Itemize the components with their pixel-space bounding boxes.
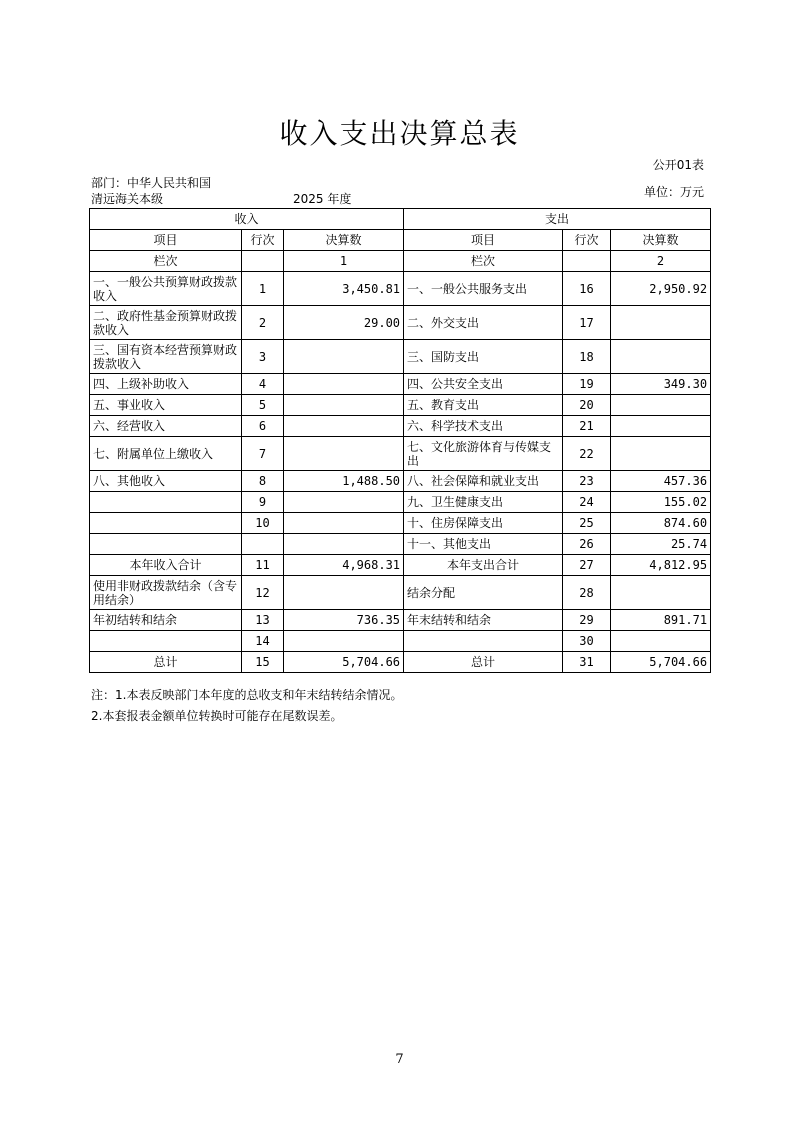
expense-item: 三、国防支出	[404, 340, 563, 374]
income-item: 一、一般公共预算财政拨款收入	[90, 272, 242, 306]
income-expense-table	[89, 208, 711, 673]
expense-group-header: 支出	[404, 209, 711, 230]
table-row	[90, 652, 711, 673]
note-line: 注：1.本表反映部门本年度的总收支和年末结转结余情况。	[91, 688, 403, 702]
income-col-index-label: 栏次	[90, 251, 242, 272]
empty-cell	[242, 251, 284, 272]
page-number: 7	[395, 1052, 404, 1067]
income-row-no: 12	[242, 576, 284, 610]
table-notes	[91, 685, 402, 727]
expense-amount: 874.60	[611, 513, 711, 534]
expense-item: 七、文化旅游体育与传媒支出	[404, 437, 563, 471]
expense-rowno-header: 行次	[563, 230, 611, 251]
income-item: 五、事业收入	[90, 395, 242, 416]
expense-item-header: 项目	[404, 230, 563, 251]
income-row-no: 10	[242, 513, 284, 534]
table-row	[90, 306, 711, 340]
expense-item: 二、外交支出	[404, 306, 563, 340]
expense-amount	[611, 395, 711, 416]
income-row-no: 7	[242, 437, 284, 471]
income-amount	[284, 534, 404, 555]
income-amount	[284, 395, 404, 416]
expense-row-no: 23	[563, 471, 611, 492]
income-item: 使用非财政拨款结余（含专用结余）	[90, 576, 242, 610]
expense-amount	[611, 631, 711, 652]
table-row	[90, 576, 711, 610]
income-row-no: 2	[242, 306, 284, 340]
expense-row-no: 28	[563, 576, 611, 610]
unit-label: 单位：万元	[643, 185, 704, 199]
expense-amount: 4,812.95	[611, 555, 711, 576]
expense-row-no: 22	[563, 437, 611, 471]
column-index-row	[90, 251, 711, 272]
income-amount: 1,488.50	[284, 471, 404, 492]
expense-row-no: 16	[563, 272, 611, 306]
expense-item: 八、社会保障和就业支出	[404, 471, 563, 492]
table-row	[90, 610, 711, 631]
income-amount	[284, 416, 404, 437]
expense-amount: 349.30	[611, 374, 711, 395]
expense-item: 总计	[404, 652, 563, 673]
income-amount: 29.00	[284, 306, 404, 340]
table-row	[90, 631, 711, 652]
expense-row-no: 17	[563, 306, 611, 340]
income-item: 六、经营收入	[90, 416, 242, 437]
expense-item: 年末结转和结余	[404, 610, 563, 631]
table-row	[90, 471, 711, 492]
expense-col-index-label: 栏次	[404, 251, 563, 272]
expense-row-no: 20	[563, 395, 611, 416]
expense-item: 结余分配	[404, 576, 563, 610]
expense-row-no: 31	[563, 652, 611, 673]
expense-amount	[611, 340, 711, 374]
income-item: 八、其他收入	[90, 471, 242, 492]
expense-amount: 25.74	[611, 534, 711, 555]
income-row-no: 4	[242, 374, 284, 395]
income-item: 七、附属单位上缴收入	[90, 437, 242, 471]
income-amount: 3,450.81	[284, 272, 404, 306]
income-item	[90, 513, 242, 534]
expense-item: 六、科学技术支出	[404, 416, 563, 437]
income-amount	[284, 340, 404, 374]
expense-row-no: 24	[563, 492, 611, 513]
department-line-2: 清远海关本级	[91, 192, 164, 206]
income-amount	[284, 492, 404, 513]
expense-amount	[611, 437, 711, 471]
table-row	[90, 416, 711, 437]
expense-amount: 891.71	[611, 610, 711, 631]
income-amount	[284, 576, 404, 610]
income-amount	[284, 437, 404, 471]
expense-row-no: 26	[563, 534, 611, 555]
expense-row-no: 19	[563, 374, 611, 395]
expense-row-no: 27	[563, 555, 611, 576]
expense-row-no: 18	[563, 340, 611, 374]
department-label	[91, 175, 211, 207]
income-item: 四、上级补助收入	[90, 374, 242, 395]
expense-item: 一、一般公共服务支出	[404, 272, 563, 306]
income-amount: 5,704.66	[284, 652, 404, 673]
table-row	[90, 272, 711, 306]
expense-row-no: 29	[563, 610, 611, 631]
table-row	[90, 534, 711, 555]
income-item: 二、政府性基金预算财政拨款收入	[90, 306, 242, 340]
income-row-no: 8	[242, 471, 284, 492]
income-item: 总计	[90, 652, 242, 673]
expense-amount: 2,950.92	[611, 272, 711, 306]
expense-item: 五、教育支出	[404, 395, 563, 416]
table-row	[90, 513, 711, 534]
column-header-row	[90, 230, 711, 251]
income-item: 年初结转和结余	[90, 610, 242, 631]
income-amount-header: 决算数	[284, 230, 404, 251]
expense-amount-header: 决算数	[611, 230, 711, 251]
income-amount: 4,968.31	[284, 555, 404, 576]
income-amount	[284, 374, 404, 395]
income-amount	[284, 513, 404, 534]
group-header-row	[90, 209, 711, 230]
income-row-no: 15	[242, 652, 284, 673]
expense-amount	[611, 416, 711, 437]
income-col-index: 1	[284, 251, 404, 272]
income-group-header: 收入	[90, 209, 404, 230]
department-line-1: 部门：中华人民共和国	[91, 176, 212, 190]
expense-item: 四、公共安全支出	[404, 374, 563, 395]
expense-item	[404, 631, 563, 652]
expense-item: 十、住房保障支出	[404, 513, 563, 534]
expense-item: 本年支出合计	[404, 555, 563, 576]
income-row-no: 13	[242, 610, 284, 631]
income-amount: 736.35	[284, 610, 404, 631]
income-item: 本年收入合计	[90, 555, 242, 576]
fiscal-year: 2025 年度	[293, 192, 352, 206]
expense-amount: 5,704.66	[611, 652, 711, 673]
table-row	[90, 374, 711, 395]
expense-amount	[611, 306, 711, 340]
expense-amount: 457.36	[611, 471, 711, 492]
note-line: 2.本套报表金额单位转换时可能存在尾数误差。	[91, 709, 343, 723]
income-row-no: 1	[242, 272, 284, 306]
table-row	[90, 492, 711, 513]
expense-item: 九、卫生健康支出	[404, 492, 563, 513]
income-row-no: 14	[242, 631, 284, 652]
income-row-no: 6	[242, 416, 284, 437]
income-item	[90, 492, 242, 513]
expense-row-no: 21	[563, 416, 611, 437]
income-row-no: 5	[242, 395, 284, 416]
income-item	[90, 534, 242, 555]
income-item-header: 项目	[90, 230, 242, 251]
expense-item: 十一、其他支出	[404, 534, 563, 555]
form-number: 公开01表	[652, 158, 704, 172]
expense-col-index: 2	[611, 251, 711, 272]
income-row-no: 11	[242, 555, 284, 576]
empty-cell	[563, 251, 611, 272]
income-amount	[284, 631, 404, 652]
income-rowno-header: 行次	[242, 230, 284, 251]
expense-amount	[611, 576, 711, 610]
income-row-no	[242, 534, 284, 555]
income-item: 三、国有资本经营预算财政拨款收入	[90, 340, 242, 374]
table-row	[90, 340, 711, 374]
income-row-no: 9	[242, 492, 284, 513]
table-row	[90, 395, 711, 416]
page-title: 收入支出决算总表	[279, 117, 520, 150]
expense-row-no: 25	[563, 513, 611, 534]
expense-amount: 155.02	[611, 492, 711, 513]
income-item	[90, 631, 242, 652]
table-row	[90, 437, 711, 471]
income-row-no: 3	[242, 340, 284, 374]
expense-row-no: 30	[563, 631, 611, 652]
table-row	[90, 555, 711, 576]
